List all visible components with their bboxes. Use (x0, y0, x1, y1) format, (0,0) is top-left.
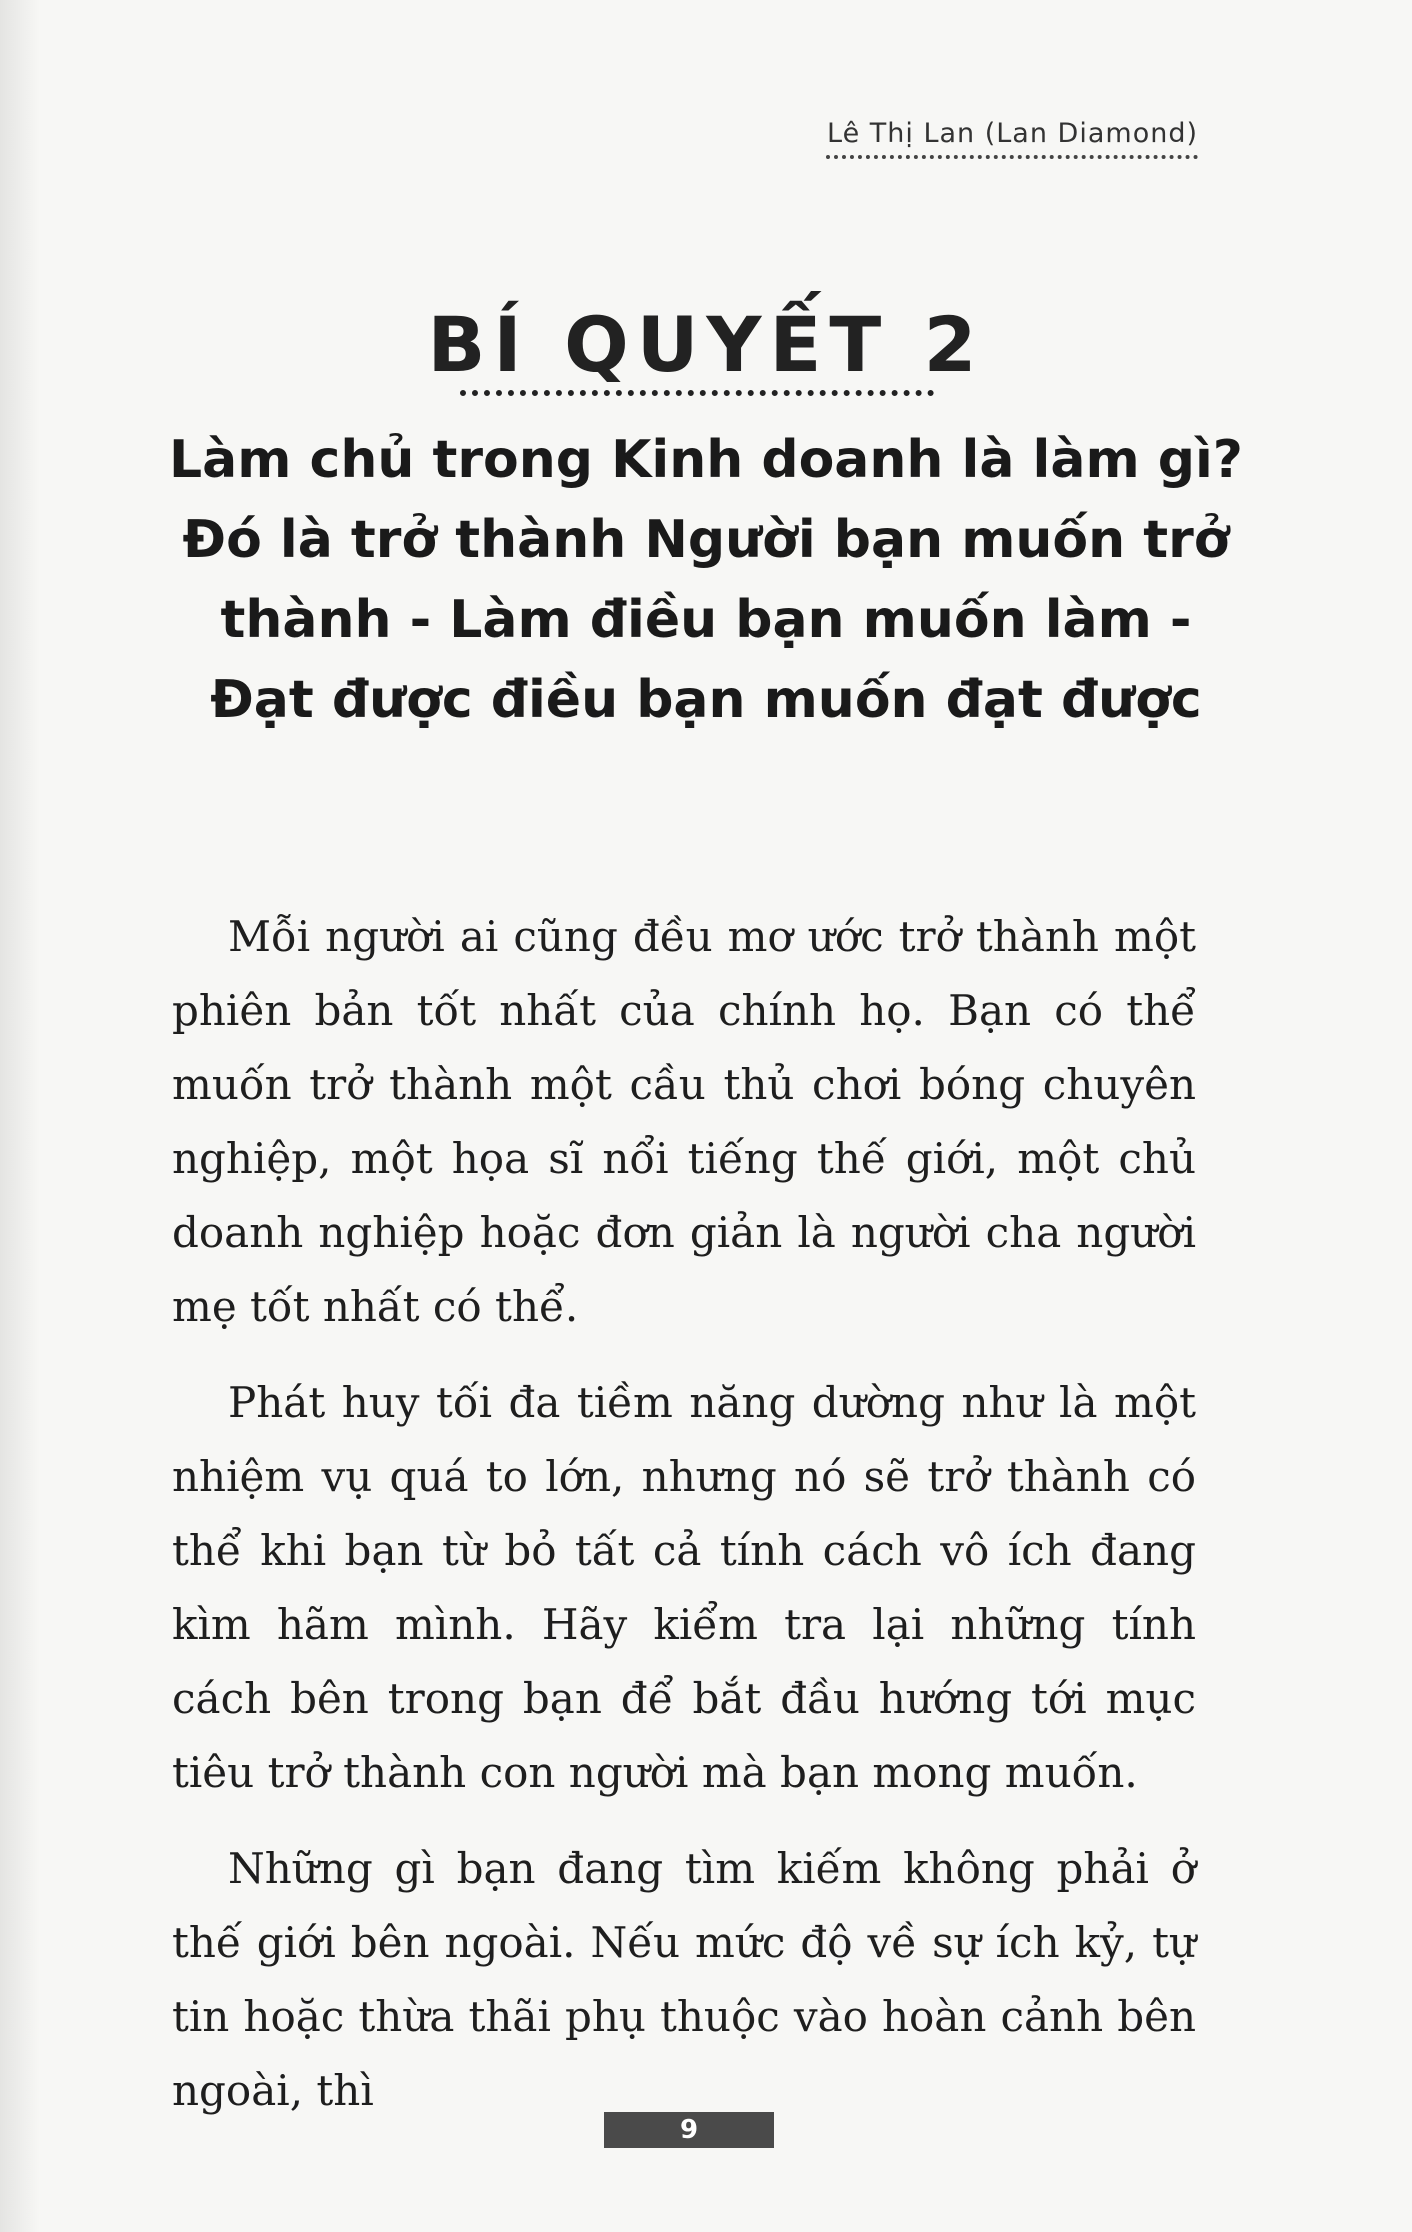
header-dotted-rule (826, 155, 1198, 159)
section-label: BÍ QUYẾT 2 (427, 300, 985, 389)
paragraph: Mỗi người ai cũng đều mơ ước trở thành một phiên bản tốt nhất của chính họ. Bạn có thể muốn trở thành một cầu thủ chơi bóng chuyên nghiệp, một họa sĩ nổi tiếng thế giới, một chủ doanh nghiệp hoặc đơn giản là người cha người mẹ tốt nhất có thể. (172, 912, 1196, 1331)
running-header (826, 118, 1198, 159)
chapter-title: Làm chủ trong Kinh doanh là làm gì? Đó là trở thành Người bạn muốn trở thành - Làm điều bạn muốn làm - Đạt được điều bạn muốn đạt được (169, 430, 1243, 730)
section-dotted-rule (460, 390, 934, 396)
paragraph: Những gì bạn đang tìm kiếm không phải ở thế giới bên ngoài. Nếu mức độ về sự ích kỷ, tự tin hoặc thừa thãi phụ thuộc vào hoàn cảnh bên ngoài, thì (172, 1844, 1196, 2115)
paragraph: Phát huy tối đa tiềm năng dường như là một nhiệm vụ quá to lớn, nhưng nó sẽ trở thành có thể khi bạn từ bỏ tất cả tính cách vô ích đang kìm hãm mình. Hãy kiểm tra lại những tính cách bên trong bạn để bắt đầu hướng tới mục tiêu trở thành con người mà bạn mong muốn. (172, 1378, 1196, 1797)
body-text (172, 900, 1196, 2150)
header-author: Lê Thị Lan (Lan Diamond) (827, 118, 1198, 149)
page-number: 9 (604, 2112, 774, 2148)
